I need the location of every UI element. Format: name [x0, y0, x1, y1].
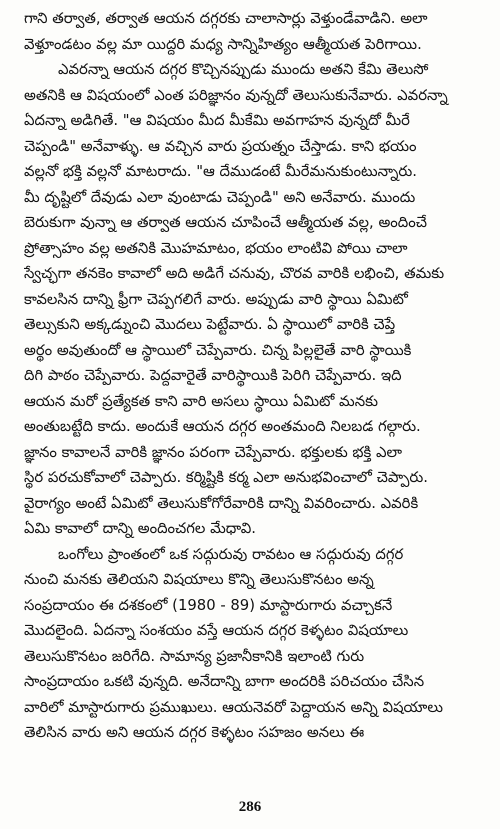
text-line: వెళ్తూండటం వల్ల మా యిద్దరి మధ్య సాన్నిహిత్యం ఆత్మీయత పెరిగాయి. [24, 35, 422, 53]
page-number: 286 [238, 799, 262, 815]
text-line: చెప్పండి" అనేవాళ్ళు. ఆ వచ్చిన వారు ప్రయత్నం చేస్తాడు. కాని భయం [24, 137, 417, 155]
text-line: అర్థం అవుతుందో ఆ స్థాయిలో చెప్పేవారు. చిన్న పిల్లలైతే వారి స్థాయికి [24, 341, 412, 359]
text-line: దిగి పాఠం చెప్పేవారు. పెద్దవారైతే వారిస్థాయికి పెరిగి చెప్పేవారు. ఇది [24, 367, 402, 384]
text-line: తెల్సుకుని అక్కడ్నుంచి మొదలు పెట్టేవారు. ఏ స్థాయిలో వారికి చెప్తే [24, 316, 396, 333]
text-line: ప్రోత్సాహం వల్ల అతనికి మొహమాటం, భయం లాంటివి పోయి చాలా [24, 239, 408, 257]
text-line: జ్ఞానం కావాలనే వారికి జ్ఞానం పరంగా చెప్పేవారు. భక్తులకు భక్తి ఎలా [24, 443, 402, 461]
text-line: తెలిసిన వారు అని ఆయన దగ్గర కెళ్ళటం సహజం అనలు ఈ [24, 724, 365, 741]
text-line: బెరుకుగా వున్నా ఆ తర్వాత ఆయన చూపించే ఆత్మీయత వల్ల, అందించే [24, 214, 427, 231]
paragraph-start-line: ఎవరన్నా ఆయన దగ్గర కొచ్చినప్పుడు ముందు అతని కేమి తెలుసో [58, 61, 429, 78]
text-line: మీ దృష్టిలో దేవుడు ఎలా వుంటాడు చెప్పండి" అని అనేవారు. ముందు [24, 188, 416, 206]
text-line: అతనికి ఆ విషయంలో ఎంత పరిజ్ఞానం వున్నదో తెలుసుకునేవారు. ఎవరన్నా [24, 86, 448, 104]
text-line: స్థిర పరచుకోవాలో చెప్పారు. కర్మిష్టికి కర్మ ఎలా అనుభవించాలో చెప్పారు. [24, 469, 428, 486]
text-line: సంప్రదాయం ఈ దశకంలో (1980 - 89) మాస్టారుగారు వచ్చాకనే [24, 596, 393, 614]
text-line: మొదలైంది. ఏదన్నా సంశయం వస్తే ఆయన దగ్గర కెళ్ళటం విషయాలు [24, 622, 409, 639]
text-line: సాంప్రదాయం ఒకటి వున్నది. అనేదాన్ని బాగా అందరికి పరిచయం చేసిన [24, 673, 425, 690]
text-line: కావలసిన దాన్ని ఫ్రీగా చెప్పగలిగే వారు. అప్పుడు వారి స్థాయి ఏమిటో [24, 290, 408, 308]
text-line: అంతుబట్టేది కాదు. అందుకే ఆయన దగ్గర అంతమంది నిలబడ గల్గారు. [24, 418, 421, 435]
text-line: వల్లనో భక్తి వల్లనో మాటరాదు. "ఆ దేముడంటే మీరేమనుకుంటున్నారు. [24, 163, 417, 180]
text-line: ఆయన మరో ప్రత్యేకత కాని వారి అసలు స్థాయి ఏమిటో మనకు [24, 392, 378, 410]
text-line: తెలుసుకొనటం జరిగేది. సామాన్య ప్రజానీకానికి ఇలాంటి గురు [24, 647, 365, 665]
text-line: ఏమి కావాలో దాన్ని అందించగల మేధావి. [24, 520, 256, 537]
text-line: వారిలో మాస్టారుగారు ప్రముఖులు. ఆయనెవరో పెద్దాయన అన్ని విషయాలు [24, 698, 443, 716]
paragraph-start-line: ఒంగోలు ప్రాంతంలో ఒక సద్గురువు రావటం ఆ సద్గురువు దగ్గర [58, 545, 404, 563]
text-line: స్వేచ్ఛగా తనకెం కావాలో అది అడిగే చనువు, చొరవ వారికి లభించి, తమకు [24, 265, 445, 282]
text-line: గాని తర్వాత, తర్వాత ఆయన దగ్గరకు చాలాసార్లు వెళ్తుండేవాడిని. అలా [24, 10, 428, 27]
text-line: ఏదన్నా అడిగితే. "ఆ విషయం మీద మీకేమి అవగాహన వున్నదో మీరే [24, 112, 410, 129]
text-line: వైరాగ్యం అంటే ఏమిటో తెలుసుకోగోరేవారికి దాన్ని వివరించారు. ఎవరికి [24, 494, 419, 512]
body-text [24, 6, 484, 746]
text-line: నుంచి మనకు తెలియని విషయాలు కొన్ని తెలుసుకొనటం అన్న [24, 571, 374, 588]
